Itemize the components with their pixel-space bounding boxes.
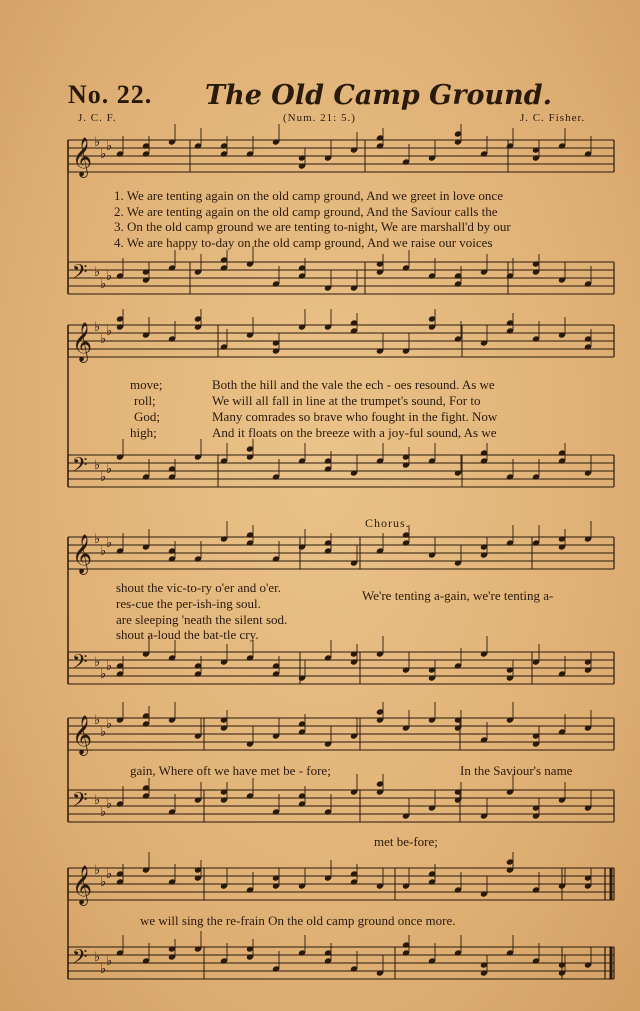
flat-icon: ♭ (100, 875, 107, 890)
scripture-ref: (Num. 21: 5.) (283, 112, 356, 124)
flat-icon: ♭ (100, 725, 107, 740)
bass-clef-icon: 𝄢 (72, 260, 88, 288)
verse2-line-1b: Both the hill and the vale the ech - oes resound. As we (212, 377, 495, 392)
flat-icon: ♭ (94, 320, 101, 335)
verse2-line-2b: We will all fall in line at the trumpet's sound, For to (212, 393, 481, 408)
flat-icon: ♭ (106, 462, 113, 477)
flat-icon: ♭ (106, 659, 113, 674)
chorus-lyric-3: In the Saviour's name (460, 763, 573, 778)
flat-icon: ♭ (94, 863, 101, 878)
flat-icon: ♭ (106, 797, 113, 812)
chorus-lyric-4: we will sing the re-frain On the old camp ground once more. (140, 913, 456, 928)
flat-icon: ♭ (94, 793, 101, 808)
bass-lyric: met be-fore; (374, 834, 438, 849)
flat-icon: ♭ (106, 867, 113, 882)
treble-clef-icon: 𝄞 (72, 715, 93, 755)
flat-icon: ♭ (106, 536, 113, 551)
flat-icon: ♭ (94, 655, 101, 670)
flat-icon: ♭ (94, 950, 101, 965)
verse-line-1: 1. We are tenting again on the old camp ground, And we greet in love once (114, 188, 503, 203)
treble-clef-icon: 𝄞 (72, 865, 93, 905)
flat-icon: ♭ (94, 713, 101, 728)
treble-clef-icon: 𝄞 (72, 137, 93, 177)
hymn-title: The Old Camp Ground. (205, 80, 553, 111)
flat-icon: ♭ (94, 265, 101, 280)
verse3-line-2: res-cue the per-ish-ing soul. (116, 596, 261, 611)
verse3-line-1: shout the vic-to-ry o'er and o'er. (116, 580, 281, 595)
flat-icon: ♭ (106, 954, 113, 969)
bass-clef-icon: 𝄢 (72, 788, 88, 816)
flat-icon: ♭ (100, 962, 107, 977)
verse2-line-1a: move; (130, 377, 163, 392)
verse3-line-4: shout a-loud the bat-tle cry. (116, 627, 259, 642)
music-credit: J. C. Fisher. (520, 112, 586, 124)
bass-clef-icon: 𝄢 (72, 945, 88, 973)
verse2-line-2a: roll; (134, 393, 156, 408)
verse-line-4: 4. We are happy to-day on the old camp ground, And we raise our voices (114, 235, 493, 250)
words-credit: J. C. F. (78, 112, 117, 124)
verse2-line-4b: And it floats on the breeze with a joy-ful sound, As we (212, 425, 497, 440)
verse-line-2: 2. We are tenting again on the old camp ground, And the Saviour calls the (114, 204, 498, 219)
treble-clef-icon: 𝄞 (72, 534, 93, 574)
bass-clef-icon: 𝄢 (72, 453, 88, 481)
flat-icon: ♭ (100, 667, 107, 682)
verse3-line-3: are sleeping 'neath the silent sod. (116, 612, 288, 627)
flat-icon: ♭ (100, 147, 107, 162)
verse2-line-3a: God; (134, 409, 160, 424)
flat-icon: ♭ (100, 470, 107, 485)
flat-icon: ♭ (100, 332, 107, 347)
chorus-lyric-1: We're tenting a-gain, we're tenting a- (362, 588, 554, 603)
flat-icon: ♭ (106, 139, 113, 154)
hymn-number: No. 22. (68, 80, 153, 109)
flat-icon: ♭ (100, 544, 107, 559)
treble-clef-icon: 𝄞 (72, 322, 93, 362)
bass-clef-icon: 𝄢 (72, 650, 88, 678)
flat-icon: ♭ (100, 277, 107, 292)
flat-icon: ♭ (106, 324, 113, 339)
flat-icon: ♭ (106, 717, 113, 732)
chorus-label: Chorus. (365, 516, 410, 530)
flat-icon: ♭ (106, 269, 113, 284)
verse2-line-3b: Many comrades so brave who fought in the fight. Now (212, 409, 498, 424)
verse2-line-4a: high; (130, 425, 157, 440)
flat-icon: ♭ (94, 532, 101, 547)
chorus-lyric-2: gain, Where oft we have met be - fore; (130, 763, 331, 778)
flat-icon: ♭ (100, 805, 107, 820)
flat-icon: ♭ (94, 135, 101, 150)
verse-line-3: 3. On the old camp ground we are tenting to-night, We are marshall'd by our (114, 219, 511, 234)
flat-icon: ♭ (94, 458, 101, 473)
